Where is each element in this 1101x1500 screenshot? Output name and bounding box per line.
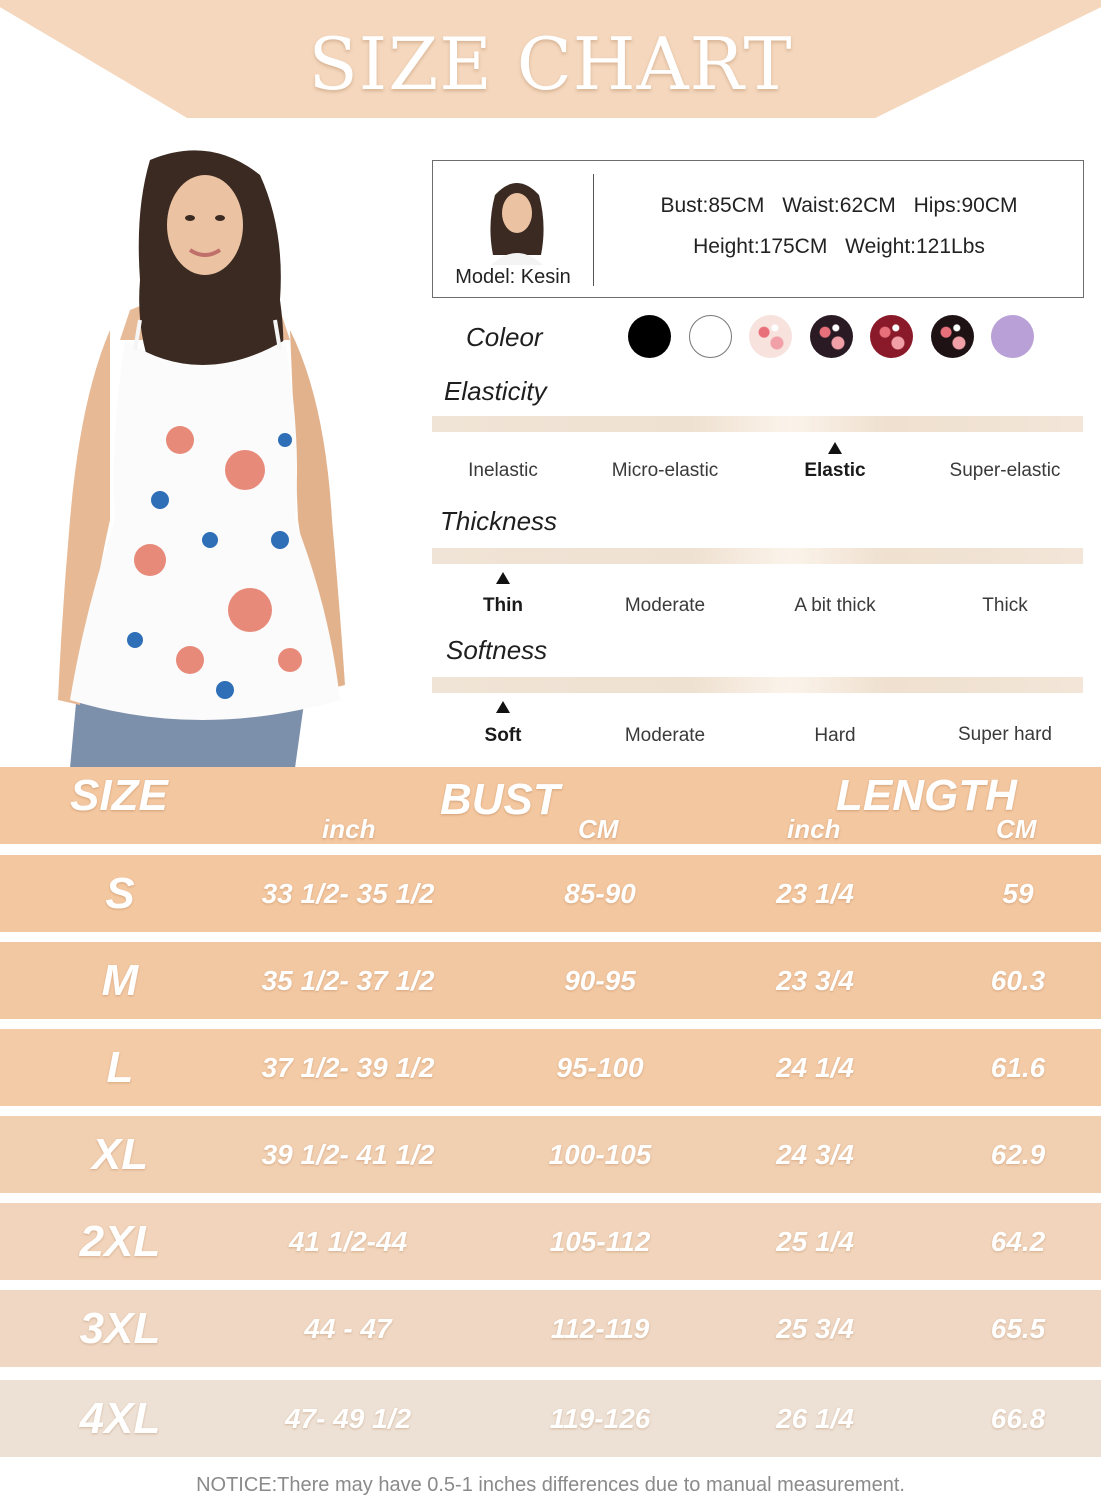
softness-marker-icon (496, 701, 510, 713)
cell-size: XL (91, 1130, 149, 1179)
header-bust-cm: CM (578, 814, 619, 844)
color-swatch-black[interactable] (628, 315, 671, 358)
cell-length-cm: 61.6 (990, 1052, 1046, 1083)
cell-bust-cm: 119-126 (549, 1403, 651, 1434)
cell-length-inch: 23 1/4 (776, 878, 854, 909)
elasticity-scale-bar (432, 416, 1083, 432)
cell-bust-inch: 37 1/2- 39 1/2 (261, 1052, 435, 1083)
cell-bust-inch: 39 1/2- 41 1/2 (261, 1139, 435, 1170)
elasticity-label: Elasticity (444, 376, 547, 406)
cell-length-inch: 23 3/4 (776, 965, 854, 996)
cell-bust-inch: 41 1/2-44 (288, 1226, 408, 1257)
model-name: Model: Kesin (455, 266, 571, 288)
table-row (0, 1290, 1101, 1367)
table-row (0, 855, 1101, 932)
cell-size: M (101, 956, 139, 1005)
thickness-marker-icon (496, 572, 510, 584)
cell-bust-inch: 44 - 47 (304, 1313, 392, 1344)
table-row (0, 1203, 1101, 1280)
size-table-header (0, 767, 1101, 844)
cell-length-cm: 65.5 (990, 1313, 1046, 1344)
model-info-box (432, 160, 1084, 298)
thickness-option: Thick (982, 595, 1028, 616)
color-swatch-black-small-floral[interactable] (931, 315, 974, 358)
measurement-notice: NOTICE:There may have 0.5-1 inches differences due to manual measurement. (196, 1474, 905, 1496)
cell-length-cm: 60.3 (990, 965, 1046, 996)
thickness-option-selected: Thin (482, 595, 524, 616)
cell-length-inch: 26 1/4 (776, 1403, 854, 1434)
cell-length-inch: 24 3/4 (776, 1139, 854, 1170)
color-swatch-white[interactable] (689, 315, 732, 358)
softness-option: Moderate (624, 725, 706, 746)
cell-length-cm: 59 (1002, 878, 1034, 909)
header-length-cm: CM (996, 814, 1037, 844)
cell-length-cm: 64.2 (990, 1226, 1046, 1257)
cell-bust-cm: 105-112 (549, 1226, 651, 1257)
cell-size: 2XL (79, 1217, 161, 1266)
thickness-scale-bar (432, 548, 1083, 564)
elasticity-option: Micro-elastic (611, 460, 719, 481)
cell-bust-inch: 47- 49 1/2 (284, 1403, 412, 1434)
cell-size: L (106, 1043, 134, 1092)
cell-size: S (105, 869, 135, 918)
elasticity-marker-icon (828, 442, 842, 454)
softness-scale-bar (432, 677, 1083, 693)
softness-option: Super hard (957, 724, 1052, 745)
cell-bust-inch: 33 1/2- 35 1/2 (261, 878, 435, 909)
softness-option-selected: Soft (484, 725, 522, 746)
cell-size: 4XL (79, 1394, 161, 1443)
color-swatch-white-floral[interactable] (749, 315, 792, 358)
cell-length-inch: 24 1/4 (776, 1052, 854, 1083)
elasticity-option: Inelastic (468, 460, 538, 481)
cell-length-inch: 25 1/4 (776, 1226, 854, 1257)
cell-bust-cm: 90-95 (564, 965, 636, 996)
model-avatar (481, 175, 553, 265)
cell-bust-cm: 100-105 (548, 1139, 652, 1170)
thickness-option: A bit thick (794, 595, 876, 616)
cell-length-cm: 62.9 (990, 1139, 1046, 1170)
header-size: SIZE (70, 771, 168, 820)
table-row (0, 942, 1101, 1019)
header-length: LENGTH (836, 771, 1017, 820)
cell-length-inch: 25 3/4 (776, 1313, 854, 1344)
elasticity-option: Super-elastic (949, 460, 1061, 481)
model-photo (40, 140, 360, 768)
thickness-label: Thickness (440, 506, 558, 536)
cell-size: 3XL (79, 1304, 161, 1353)
thickness-option: Moderate (624, 595, 706, 616)
header-length-inch: inch (787, 814, 841, 844)
model-measurements: Bust:85CM Waist:62CM Hips:90CM (660, 194, 1018, 217)
header-bust: BUST (440, 775, 560, 824)
elasticity-option-selected: Elastic (804, 460, 866, 481)
header-bust-inch: inch (322, 814, 376, 844)
cell-bust-cm: 112-119 (550, 1313, 650, 1344)
model-height-weight: Height:175CM Weight:121Lbs (693, 235, 985, 258)
model-divider (593, 174, 594, 286)
color-label: Coleor (466, 322, 543, 352)
softness-label: Softness (446, 635, 548, 665)
color-swatch-wine-floral[interactable] (870, 315, 913, 358)
cell-bust-inch: 35 1/2- 37 1/2 (261, 965, 435, 996)
table-row (0, 1116, 1101, 1193)
softness-option: Hard (814, 725, 856, 746)
page-title: SIZE CHART (308, 22, 793, 106)
color-swatch-lavender[interactable] (991, 315, 1034, 358)
cell-bust-cm: 85-90 (564, 878, 636, 909)
cell-length-cm: 66.8 (990, 1403, 1046, 1434)
table-row (0, 1029, 1101, 1106)
cell-bust-cm: 95-100 (556, 1052, 644, 1083)
table-row (0, 1380, 1101, 1457)
color-swatch-black-floral[interactable] (810, 315, 853, 358)
